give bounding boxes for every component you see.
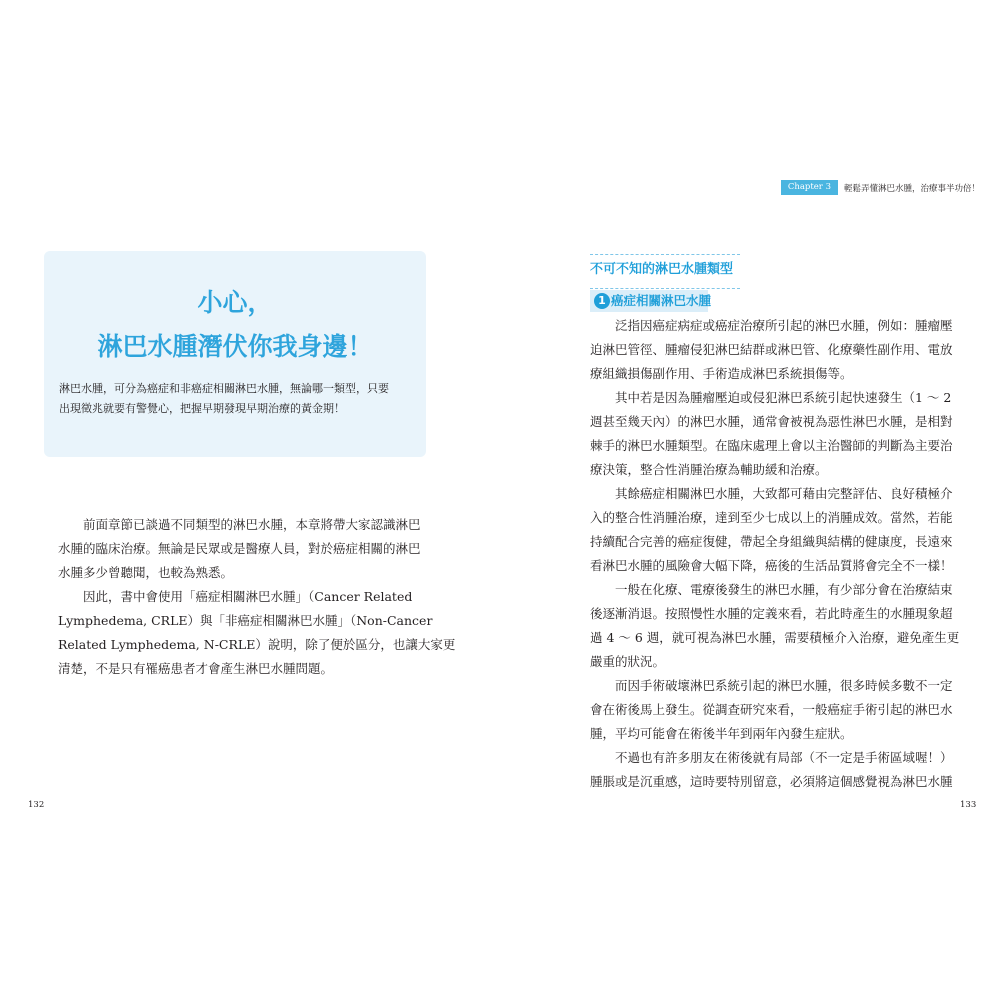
body-line: 會在術後馬上發生。從調查研究來看，一般癌症手術引起的淋巴水	[590, 702, 953, 717]
body-line: 腫脹或是沉重感，這時要特別留意，必須將這個感覺視為淋巴水腫	[590, 774, 953, 789]
running-header-title: 輕鬆弄懂淋巴水腫，治療事半功倍！	[843, 183, 980, 194]
body-line: 嚴重的狀況。	[590, 654, 666, 669]
body-line: 因此，書中會使用「癌症相關淋巴水腫」（Cancer Related	[58, 589, 413, 604]
callout-body	[59, 379, 417, 419]
body-line: 泛指因癌症病症或癌症治療所引起的淋巴水腫，例如：腫瘤壓	[590, 318, 953, 333]
callout-title-line-2: 淋巴水腫潛伏你我身邊！	[97, 332, 373, 361]
body-line: 前面章節已談過不同類型的淋巴水腫，本章將帶大家認識淋巴	[58, 517, 421, 532]
section-heading	[590, 254, 740, 289]
callout-body-line: 出現徵兆就要有警覺心，把握早期發現早期治療的黃金期！	[59, 402, 345, 415]
body-line: 看淋巴水腫的風險會大幅下降，癌後的生活品質將會完全不一樣！	[590, 558, 953, 573]
body-line: 週甚至幾天內）的淋巴水腫，通常會被視為惡性淋巴水腫，是相對	[590, 414, 953, 429]
body-line: 療決策，整合性消腫治療為輔助緩和治療。	[590, 462, 828, 477]
body-line: 其餘癌症相關淋巴水腫，大致都可藉由完整評估、良好積極介	[590, 486, 953, 501]
sub-heading-text: 癌症相關淋巴水腫	[611, 293, 712, 308]
running-header	[781, 180, 980, 195]
callout-box	[44, 251, 426, 457]
body-line: 入的整合性消腫治療，達到至少七成以上的消腫成效。當然，若能	[590, 510, 953, 525]
body-line: 而因手術破壞淋巴系統引起的淋巴水腫，很多時候多數不一定	[590, 678, 953, 693]
body-line: Lymphedema, CRLE）與「非癌症相關淋巴水腫」（Non-Cancer	[58, 613, 433, 628]
body-line: 其中若是因為腫瘤壓迫或侵犯淋巴系統引起快速發生（1 ～ 2	[590, 390, 952, 405]
body-line: 不過也有許多朋友在術後就有局部（不一定是手術區域喔！）	[590, 750, 953, 765]
callout-title-line-1: 小心，	[197, 288, 273, 317]
body-line: 療組織損傷副作用、手術造成淋巴系統損傷等。	[590, 366, 853, 381]
chapter-badge: Chapter 3	[781, 180, 838, 195]
body-line: 腫，平均可能會在術後半年到兩年內發生症狀。	[590, 726, 853, 741]
body-line: 迫淋巴管徑、腫瘤侵犯淋巴結群或淋巴管、化療藥性副作用、電放	[590, 342, 953, 357]
number-badge: 1	[594, 293, 610, 309]
section-heading-text: 不可不知的淋巴水腫類型	[590, 262, 734, 277]
page-number-right: 133	[960, 800, 977, 810]
body-line: 棘手的淋巴水腫類型。在臨床處理上會以主治醫師的判斷為主要治	[590, 438, 953, 453]
body-line: 一般在化療、電療後發生的淋巴水腫，有少部分會在治療結束	[590, 582, 953, 597]
callout-body-line: 淋巴水腫，可分為癌症和非癌症相關淋巴水腫，無論哪一類型，只要	[59, 382, 389, 395]
body-line: 過 4 ～ 6 週，就可視為淋巴水腫，需要積極介入治療，避免產生更	[590, 630, 960, 645]
page-number-left: 132	[28, 800, 45, 810]
body-line: 水腫多少曾聽聞，也較為熟悉。	[58, 565, 234, 580]
body-line: 清楚，不是只有罹癌患者才會產生淋巴水腫問題。	[58, 661, 334, 676]
body-line: 水腫的臨床治療。無論是民眾或是醫療人員，對於癌症相關的淋巴	[58, 541, 421, 556]
body-line: 持續配合完善的癌症復健，帶起全身組織與結構的健康度，長遠來	[590, 534, 953, 549]
sub-heading	[590, 290, 712, 312]
body-line: Related Lymphedema, N-CRLE）說明，除了便於區分，也讓大家更	[58, 637, 456, 652]
body-line: 後逐漸消退。按照慢性水腫的定義來看，若此時產生的水腫現象超	[590, 606, 953, 621]
